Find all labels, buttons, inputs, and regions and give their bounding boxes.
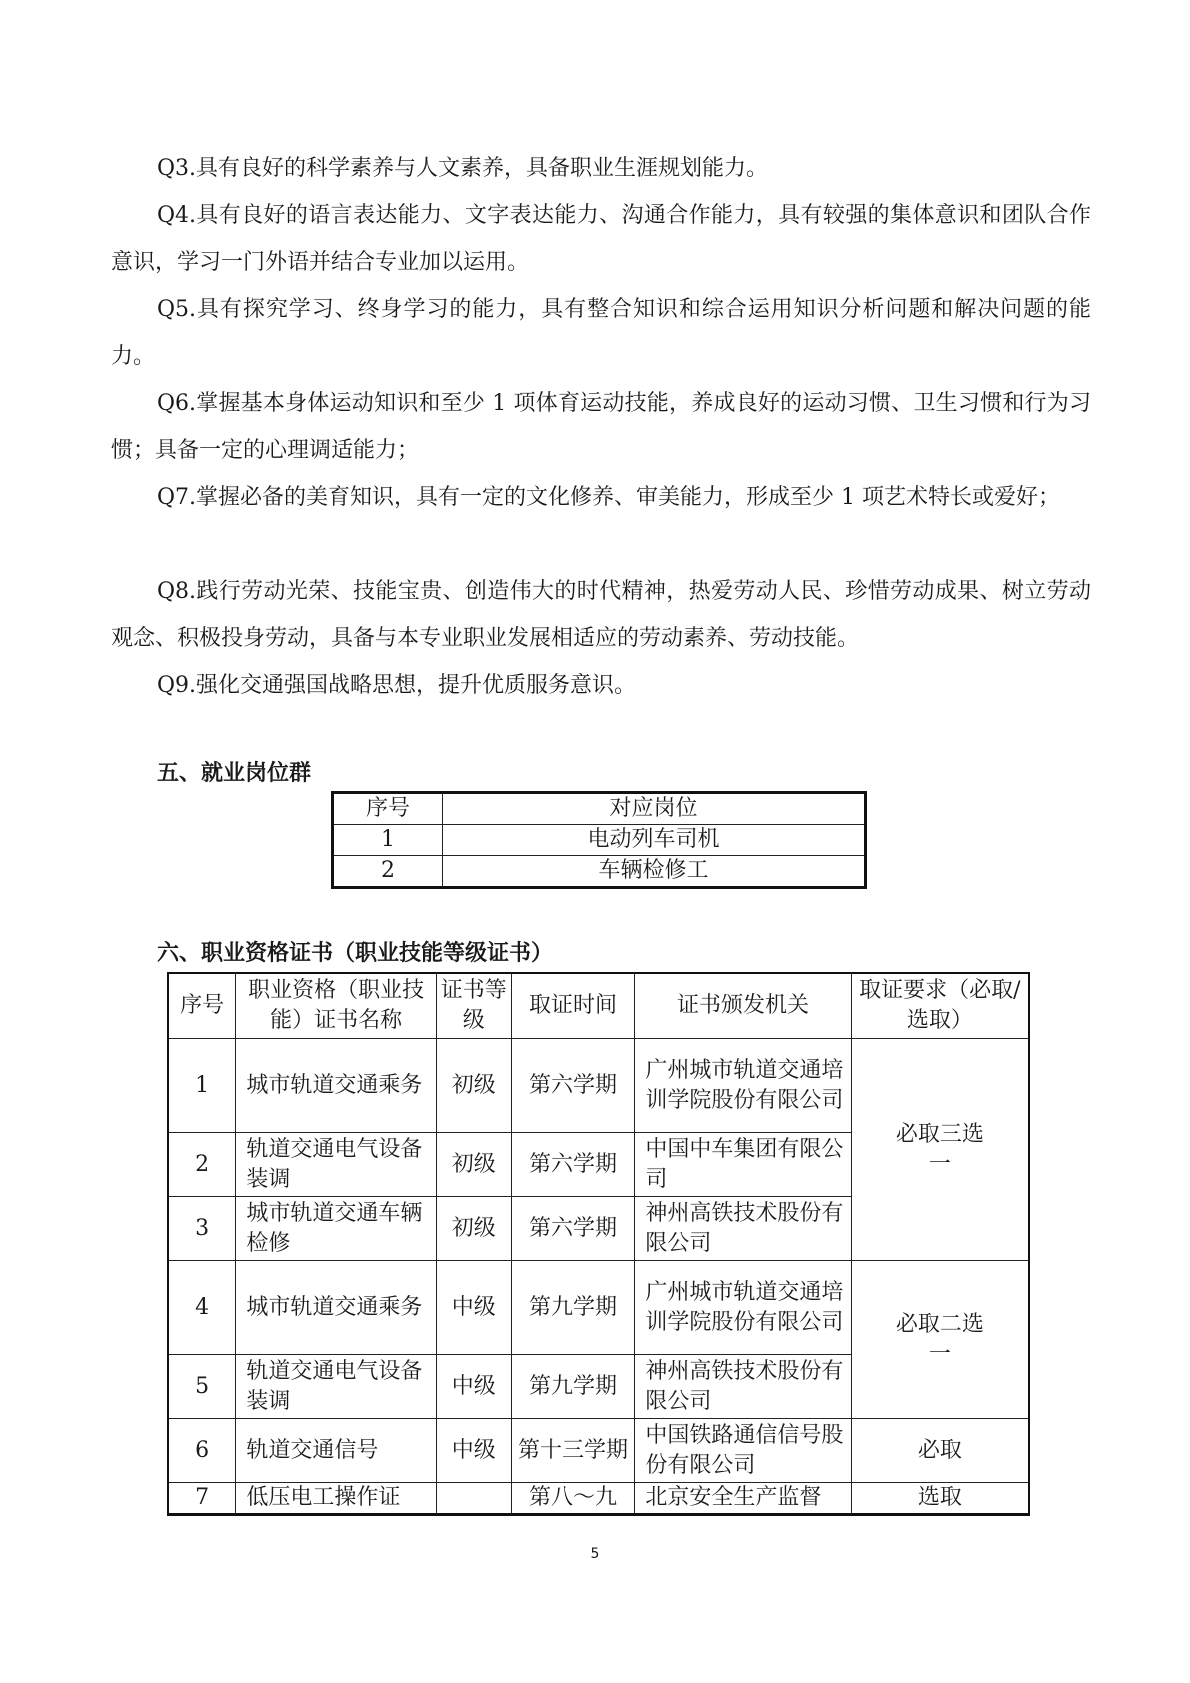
cell-level: 初级 <box>436 1197 511 1261</box>
table-cell: 1 <box>333 825 443 856</box>
table-row <box>168 1419 1029 1483</box>
header-cell: 证书颁发机关 <box>635 973 851 1039</box>
cell-level: 中级 <box>436 1355 511 1419</box>
cell-level: 初级 <box>436 1133 511 1197</box>
table-header-row <box>333 793 866 825</box>
table-row <box>333 856 866 888</box>
paragraph-q3: Q3.具有良好的科学素养与人文素养，具备职业生涯规划能力。 <box>157 156 769 181</box>
cell-name: 城市轨道交通乘务 <box>236 1261 436 1355</box>
cell-time: 第十三学期 <box>511 1419 635 1483</box>
table-header-row <box>168 973 1029 1039</box>
section-6-heading: 六、职业资格证书（职业技能等级证书） <box>157 941 554 966</box>
table-cell: 车辆检修工 <box>443 856 866 888</box>
cell-name: 轨道交通电气设备装调 <box>236 1133 436 1197</box>
header-cell: 取证要求（必取/选取） <box>851 973 1029 1039</box>
cell-name: 城市轨道交通乘务 <box>236 1039 436 1133</box>
cell-time: 第九学期 <box>511 1261 635 1355</box>
cell-no: 5 <box>168 1355 236 1419</box>
cell-org: 神州高铁技术股份有限公司 <box>635 1197 851 1261</box>
jobs-table <box>331 791 867 889</box>
cell-no: 7 <box>168 1483 236 1515</box>
page-number: 5 <box>590 1546 600 1562</box>
cell-level: 中级 <box>436 1419 511 1483</box>
cell-org: 广州城市轨道交通培训学院股份有限公司 <box>635 1261 851 1355</box>
cell-time: 第六学期 <box>511 1039 635 1133</box>
cell-requirement: 必取二选一 <box>851 1261 1029 1419</box>
header-cell: 对应岗位 <box>443 793 866 825</box>
table-row <box>168 1261 1029 1355</box>
cell-requirement: 必取三选一 <box>851 1039 1029 1261</box>
table-row <box>168 1039 1029 1133</box>
cell-no: 4 <box>168 1261 236 1355</box>
cell-level: 初级 <box>436 1039 511 1133</box>
cell-name: 低压电工操作证 <box>236 1483 436 1515</box>
cell-time: 第六学期 <box>511 1133 635 1197</box>
paragraph-q5: Q5.具有探究学习、终身学习的能力，具有整合知识和综合运用知识分析问题和解决问题的能力。 <box>111 297 1091 369</box>
cell-no: 6 <box>168 1419 236 1483</box>
header-cell: 证书等级 <box>436 973 511 1039</box>
header-cell: 取证时间 <box>511 973 635 1039</box>
cell-org: 神州高铁技术股份有限公司 <box>635 1355 851 1419</box>
paragraph-q4: Q4.具有良好的语言表达能力、文字表达能力、沟通合作能力，具有较强的集体意识和团队合作意识，学习一门外语并结合专业加以运用。 <box>111 203 1091 275</box>
cell-name: 城市轨道交通车辆检修 <box>236 1197 436 1261</box>
cell-requirement: 必取 <box>851 1419 1029 1483</box>
section-5-heading: 五、就业岗位群 <box>157 761 312 786</box>
paragraph-q9: Q9.强化交通强国战略思想，提升优质服务意识。 <box>157 673 637 698</box>
header-cell: 职业资格（职业技能）证书名称 <box>236 973 436 1039</box>
cell-no: 3 <box>168 1197 236 1261</box>
header-cell: 序号 <box>333 793 443 825</box>
table-row <box>333 825 866 856</box>
cell-no: 1 <box>168 1039 236 1133</box>
cell-org: 中国中车集团有限公司 <box>635 1133 851 1197</box>
cell-time: 第六学期 <box>511 1197 635 1261</box>
cell-org: 广州城市轨道交通培训学院股份有限公司 <box>635 1039 851 1133</box>
certificate-table <box>167 972 1030 1516</box>
paragraph-q7: Q7.掌握必备的美育知识，具有一定的文化修养、审美能力，形成至少 1 项艺术特长或爱好； <box>157 485 1061 510</box>
cell-requirement: 选取 <box>851 1483 1029 1515</box>
cell-name: 轨道交通信号 <box>236 1419 436 1483</box>
cell-time: 第八～九 <box>511 1483 635 1515</box>
paragraph-q6: Q6.掌握基本身体运动知识和至少 1 项体育运动技能，养成良好的运动习惯、卫生习惯和行为习惯；具备一定的心理调适能力； <box>111 391 1091 463</box>
table-cell: 2 <box>333 856 443 888</box>
table-row <box>168 1483 1029 1515</box>
paragraph-q8: Q8.践行劳动光荣、技能宝贵、创造伟大的时代精神，热爱劳动人民、珍惜劳动成果、树立劳动观念、积极投身劳动，具备与本专业职业发展相适应的劳动素养、劳动技能。 <box>111 579 1091 651</box>
cell-time: 第九学期 <box>511 1355 635 1419</box>
table-cell: 电动列车司机 <box>443 825 866 856</box>
cell-level <box>436 1483 511 1515</box>
cell-level: 中级 <box>436 1261 511 1355</box>
header-cell: 序号 <box>168 973 236 1039</box>
cell-org: 北京安全生产监督 <box>635 1483 851 1515</box>
cell-name: 轨道交通电气设备装调 <box>236 1355 436 1419</box>
cell-org: 中国铁路通信信号股份有限公司 <box>635 1419 851 1483</box>
cell-no: 2 <box>168 1133 236 1197</box>
